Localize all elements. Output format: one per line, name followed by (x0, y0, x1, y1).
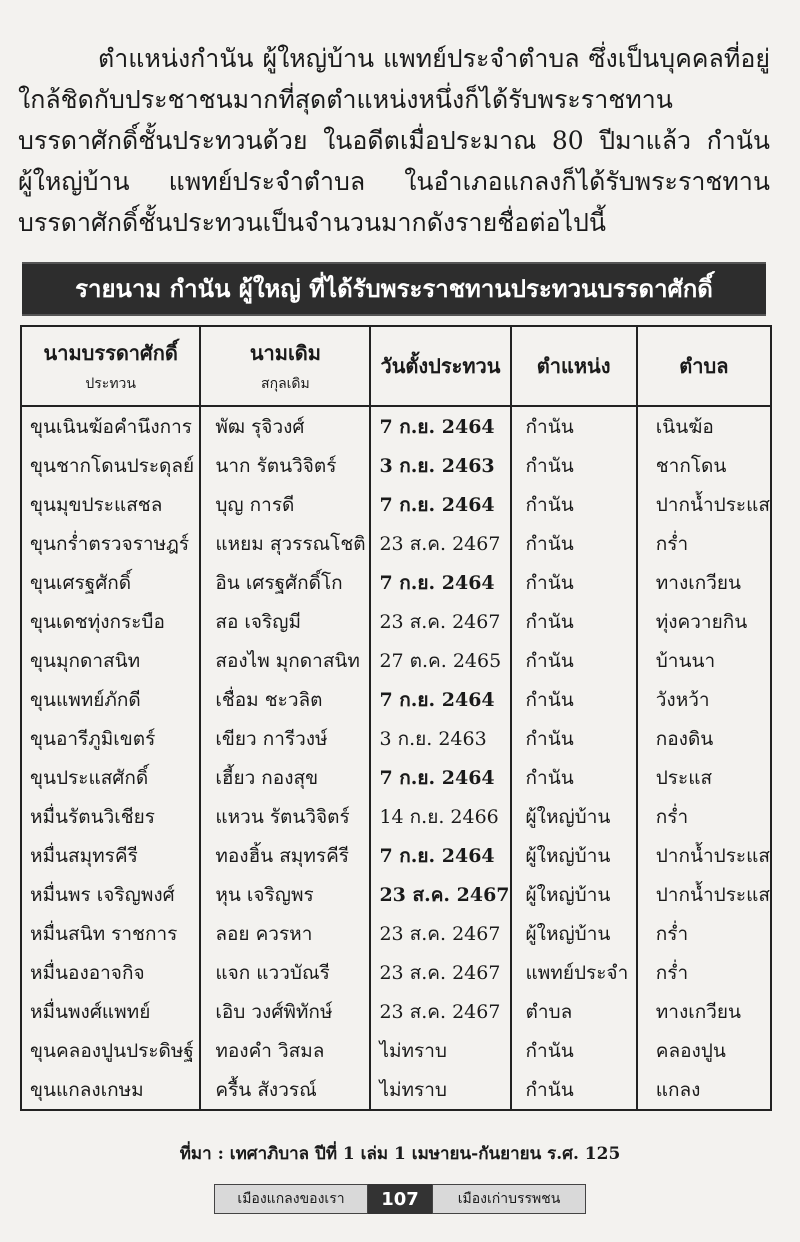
table-row (21, 1070, 771, 1110)
table-title-banner: รายนาม กำนัน ผู้ใหญ่ ที่ได้รับพระราชทานประทวนบรรดาศักดิ์ (22, 262, 766, 316)
table-row (21, 875, 771, 914)
header-title-sub: ประทวน (85, 376, 136, 392)
table-row (21, 758, 771, 797)
cell-title: ขุนเนินฆ้อคำนึงการ (21, 406, 200, 446)
header-date-label: วันตั้งประทวน (380, 354, 501, 378)
table-row (21, 1031, 771, 1070)
cell-date: 14 ก.ย. 2466 (370, 797, 510, 836)
cell-title: ขุนชากโดนประดุลย์ (21, 446, 200, 485)
cell-original-name: เฮี้ยว กองสุข (200, 758, 370, 797)
cell-title: หมื่นพงศ์แพทย์ (21, 992, 200, 1031)
cell-original-name: เขียว การีวงษ์ (200, 719, 370, 758)
cell-original-name: บุญ การดี (200, 485, 370, 524)
cell-date: 23 ส.ค. 2467 (370, 524, 510, 563)
cell-title: หมื่นพร เจริญพงศ์ (21, 875, 200, 914)
source-note: ที่มา : เทศาภิบาล ปีที่ 1 เล่ม 1 เมษายน-กันยายน ร.ศ. 125 (179, 1144, 621, 1164)
cell-subdistrict: ประแส (637, 758, 771, 797)
cell-original-name: เชื่อม ชะวลิต (200, 680, 370, 719)
cell-title: ขุนแกลงเกษม (21, 1070, 200, 1110)
cell-date: 27 ต.ค. 2465 (370, 641, 510, 680)
cell-subdistrict: คลองปูน (637, 1031, 771, 1070)
table-row (21, 485, 771, 524)
cell-original-name: สองไพ มุกดาสนิท (200, 641, 370, 680)
cell-position: แพทย์ประจำ (511, 953, 637, 992)
cell-position: กำนัน (511, 758, 637, 797)
cell-original-name: แจก แววบัณรี (200, 953, 370, 992)
header-subdistrict (637, 326, 771, 406)
cell-date: 3 ก.ย. 2463 (370, 719, 510, 758)
cell-title: ขุนแพทย์ภักดี (21, 680, 200, 719)
table-row (21, 953, 771, 992)
cell-position: กำนัน (511, 485, 637, 524)
cell-position: กำนัน (511, 719, 637, 758)
cell-original-name: สอ เจริญมี (200, 602, 370, 641)
cell-title: หมื่นองอาจกิจ (21, 953, 200, 992)
table-row (21, 914, 771, 953)
cell-original-name: แหยม สุวรรณโชติ (200, 524, 370, 563)
cell-subdistrict: กองดิน (637, 719, 771, 758)
cell-original-name: อิน เศรฐศักดิ์โก (200, 563, 370, 602)
cell-subdistrict: ทางเกวียน (637, 992, 771, 1031)
cell-original-name: นาก รัตนวิจิตร์ (200, 446, 370, 485)
cell-date: 7 ก.ย. 2464 (370, 485, 510, 524)
cell-original-name: ครื้น สังวรณ์ (200, 1070, 370, 1110)
cell-position: กำนัน (511, 406, 637, 446)
page-number: 107 (368, 1184, 432, 1214)
cell-date: ไม่ทราบ (370, 1031, 510, 1070)
cell-date: 23 ส.ค. 2467 (370, 953, 510, 992)
table-row (21, 719, 771, 758)
footer-left-label: เมืองแกลงของเรา (214, 1184, 368, 1214)
cell-position: กำนัน (511, 602, 637, 641)
table-row (21, 446, 771, 485)
table-row (21, 797, 771, 836)
cell-title: หมื่นรัตนวิเชียร (21, 797, 200, 836)
cell-subdistrict: แกลง (637, 1070, 771, 1110)
cell-title: ขุนเศรฐศักดิ์ (21, 563, 200, 602)
header-position (511, 326, 637, 406)
cell-position: ตำบล (511, 992, 637, 1031)
cell-original-name: ลอย ควรหา (200, 914, 370, 953)
cell-position: ผู้ใหญ่บ้าน (511, 836, 637, 875)
cell-date: 23 ส.ค. 2467 (370, 875, 510, 914)
header-position-label: ตำแหน่ง (536, 354, 611, 378)
header-original-name (200, 326, 370, 406)
cell-original-name: แหวน รัตนวิจิตร์ (200, 797, 370, 836)
table-row (21, 680, 771, 719)
cell-subdistrict: วังหว้า (637, 680, 771, 719)
page-footer (214, 1184, 586, 1214)
cell-date: 23 ส.ค. 2467 (370, 914, 510, 953)
cell-date: 3 ก.ย. 2463 (370, 446, 510, 485)
cell-original-name: ทองฮิ้น สมุทรคีรี (200, 836, 370, 875)
cell-date: 23 ส.ค. 2467 (370, 602, 510, 641)
table-row (21, 524, 771, 563)
cell-position: กำนัน (511, 563, 637, 602)
cell-subdistrict: กร่ำ (637, 914, 771, 953)
table-row (21, 992, 771, 1031)
cell-original-name: ทองคำ วิสมล (200, 1031, 370, 1070)
ranks-table (20, 325, 772, 1111)
cell-position: กำนัน (511, 1031, 637, 1070)
cell-date: ไม่ทราบ (370, 1070, 510, 1110)
cell-subdistrict: กร่ำ (637, 953, 771, 992)
table-row (21, 563, 771, 602)
cell-original-name: เอิบ วงศ์พิทักษ์ (200, 992, 370, 1031)
cell-subdistrict: ทางเกวียน (637, 563, 771, 602)
cell-title: ขุนประแสศักดิ์ (21, 758, 200, 797)
cell-title: หมื่นสมุทรคีรี (21, 836, 200, 875)
cell-position: กำนัน (511, 446, 637, 485)
cell-date: 7 ก.ย. 2464 (370, 836, 510, 875)
cell-subdistrict: กร่ำ (637, 524, 771, 563)
footer-right-label: เมืองเก่าบรรพชน (432, 1184, 586, 1214)
header-title-label: นามบรรดาศักดิ์ (43, 341, 178, 365)
table-header-row (21, 326, 771, 406)
header-original-name-label: นามเดิม (249, 341, 321, 365)
cell-position: กำนัน (511, 1070, 637, 1110)
cell-subdistrict: เนินฆ้อ (637, 406, 771, 446)
table-body (21, 406, 771, 1110)
table-row (21, 406, 771, 446)
table-row (21, 836, 771, 875)
cell-subdistrict: ชากโดน (637, 446, 771, 485)
cell-title: ขุนกร่ำตรวจราษฎร์ (21, 524, 200, 563)
cell-date: 23 ส.ค. 2467 (370, 992, 510, 1031)
cell-position: กำนัน (511, 524, 637, 563)
cell-subdistrict: ปากน้ำประแส (637, 875, 771, 914)
cell-title: หมื่นสนิท ราชการ (21, 914, 200, 953)
cell-subdistrict: ทุ่งควายกิน (637, 602, 771, 641)
cell-date: 7 ก.ย. 2464 (370, 680, 510, 719)
cell-title: ขุนมุกดาสนิท (21, 641, 200, 680)
cell-subdistrict: ปากน้ำประแส (637, 836, 771, 875)
cell-subdistrict: บ้านนา (637, 641, 771, 680)
cell-date: 7 ก.ย. 2464 (370, 406, 510, 446)
cell-title: ขุนอารีภูมิเขตร์ (21, 719, 200, 758)
cell-title: ขุนเดชทุ่งกระบือ (21, 602, 200, 641)
header-original-name-sub: สกุลเดิม (261, 376, 310, 392)
cell-original-name: พัฒ รุจิวงศ์ (200, 406, 370, 446)
table-row (21, 602, 771, 641)
header-date (370, 326, 510, 406)
cell-original-name: หุน เจริญพร (200, 875, 370, 914)
cell-subdistrict: กร่ำ (637, 797, 771, 836)
cell-position: ผู้ใหญ่บ้าน (511, 797, 637, 836)
cell-position: กำนัน (511, 680, 637, 719)
cell-date: 7 ก.ย. 2464 (370, 563, 510, 602)
cell-subdistrict: ปากน้ำประแส (637, 485, 771, 524)
header-title (21, 326, 200, 406)
cell-date: 7 ก.ย. 2464 (370, 758, 510, 797)
intro-paragraph (18, 38, 770, 243)
cell-title: ขุนคลองปูนประดิษฐ์ (21, 1031, 200, 1070)
header-subdistrict-label: ตำบล (679, 354, 729, 378)
cell-title: ขุนมุขประแสชล (21, 485, 200, 524)
cell-position: กำนัน (511, 641, 637, 680)
cell-position: ผู้ใหญ่บ้าน (511, 875, 637, 914)
cell-position: ผู้ใหญ่บ้าน (511, 914, 637, 953)
intro-text: ตำแหน่งกำนัน ผู้ใหญ่บ้าน แพทย์ประจำตำบล ซึ่งเป็นบุคคลที่อยู่ใกล้ชิดกับประชาชนมากที่สุดตำแหน่งหนึ่งก็ได้รับพระราชทานบรรดาศักดิ์ชั้นประทวนด้วย ในอดีตเมื่อประมาณ 80 ปีมาแล้ว กำนัน ผู้ใหญ่บ้าน แพทย์ประจำตำบล ในอำเภอแกลงก็ได้รับพระราชทานบรรดาศักดิ์ชั้นประทวนเป็นจำนวนมากดังรายชื่อต่อไปนี้ (18, 44, 770, 237)
table-row (21, 641, 771, 680)
